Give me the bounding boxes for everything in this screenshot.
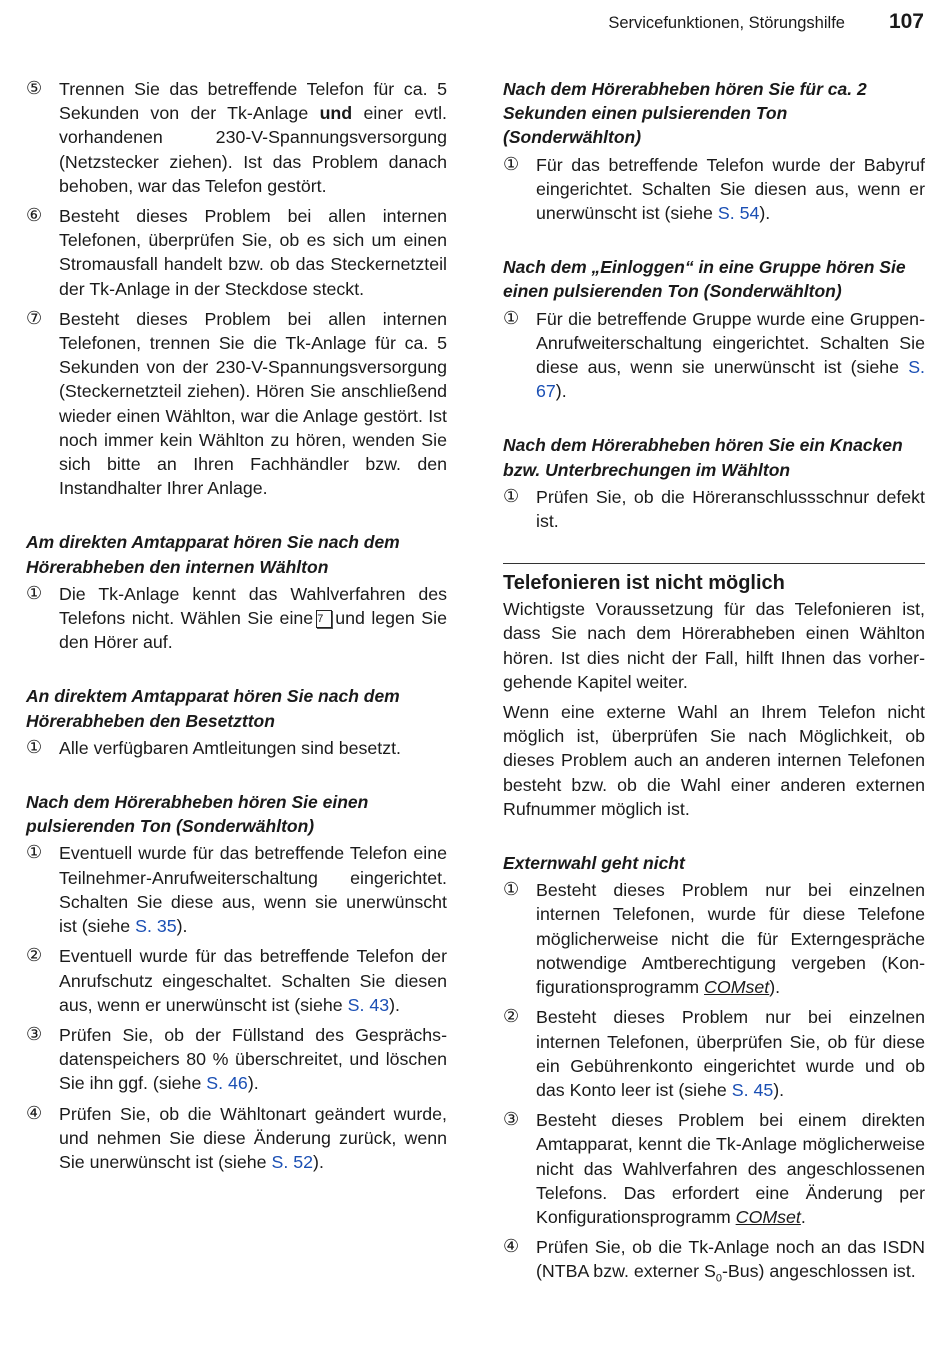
page-link[interactable]: S. 46 — [206, 1073, 248, 1094]
page-link[interactable]: S. 35 — [135, 916, 177, 937]
page-header — [608, 10, 924, 34]
item-number: ② — [26, 945, 43, 966]
page-link[interactable]: S. 43 — [347, 994, 390, 1015]
page-number: 107 — [888, 10, 924, 33]
list-item: ③ Prüfen Sie, ob der Füllstand des Gesprächsdatenspeichers 80 % überschreitet, und löschen Sie ihn ggf. (siehe S. 46). — [26, 1023, 447, 1094]
page-link[interactable]: S. 52 — [271, 1151, 314, 1172]
page-link[interactable]: S. 54 — [717, 203, 760, 224]
list-item: ① Für die betreffende Gruppe wurde eine Gruppen-Anrufweiterschaltung eingerichtet. Schalten Sie diese aus, wenn sie unerwünscht ist (siehe S. 67). — [503, 307, 925, 402]
list-item: ④ Prüfen Sie, ob die Wähltonart geändert wurde, und nehmen Sie diese Änderung zurück, wenn Sie unerwünscht ist (siehe S. 52). — [26, 1102, 447, 1172]
section-heading: Nach dem „Einloggen“ in eine Gruppe hören Sie einen pulsierenden Ton (Sonderwählton) — [503, 257, 906, 302]
paragraph: Wenn eine externe Wahl an Ihrem Telefon nicht möglich ist, überprüfen Sie nach Möglichkeit, ob dieses Problem auch an anderen internen Telefonen besteht bzw. ob die Wahl einer anderen externen Rufnummer möglich ist. — [503, 702, 925, 819]
section-heading: Am direkten Amtapparat hören Sie nach dem Hörerabheben den internen Wählton — [26, 532, 400, 577]
left-column — [26, 77, 447, 1180]
running-title: Servicefunktionen, Störungshilfe — [608, 14, 845, 32]
item-number: ④ — [26, 1102, 43, 1123]
section-heading: Externwahl geht nicht — [503, 853, 685, 874]
item-number: ① — [503, 879, 520, 900]
item-text: Alle verfügbaren Amtleitungen sind besetzt. — [59, 737, 402, 758]
list-item — [26, 736, 447, 760]
section-heading: Nach dem Hörerabheben hören Sie einen pulsierenden Ton (Sonderwählton) — [26, 792, 369, 837]
item-text: Besteht dieses Problem bei allen internen Telefonen, trennen Sie die Tk-Anlage für ca. 5 Sekunden von der 230-V-Spannungsversorgung (Steckernetzteil ziehen). Hören Sie anschließend wieder einen Wählton, war die Anlage gestört. Ist noch immer kein Wählton zu hören, wenden Sie sich bitte an Ihren Fachhändler bzw. den Instandhalter Ihrer Anlage. — [59, 308, 447, 499]
section-divider — [503, 563, 925, 564]
item-number: ① — [503, 153, 520, 174]
page-link[interactable]: S. 45 — [731, 1079, 774, 1100]
item-number: ⑤ — [26, 78, 43, 98]
list-item: ⑤ Trennen Sie das betreffende Telefon für ca. 5 Sekunden von der Tk-Anlage und einer evtl. vorhandenen 230-V-Spannungsversorgung (Netzstecker ziehen). Ist das Problem danach behoben, war das Telefon gestört. — [26, 78, 447, 196]
item-number: ① — [503, 485, 520, 506]
list-item: ① Die Tk-Anlage kennt das Wahlverfahren des Telefons nicht. Wählen Sie eine 7 und legen Sie den Hörer auf. — [26, 582, 447, 653]
list-item: ① Eventuell wurde für das betreffende Telefon eine Teilnehmer-Anrufweiterschaltung eingerichtet. Schalten Sie diese aus, wenn sie unerwünscht ist (siehe S. 35). — [26, 842, 447, 937]
program-name: COMset — [704, 977, 770, 998]
item-number: ⑦ — [26, 307, 43, 328]
main-heading: Telefonieren ist nicht möglich — [503, 572, 785, 595]
item-number: ④ — [503, 1236, 520, 1257]
list-item — [26, 204, 447, 301]
section-heading: An direktem Amtapparat hören Sie nach dem Hörerabheben den Besetztton — [26, 686, 400, 731]
item-text: Prüfen Sie, ob die Höreranschlussschnur defekt ist. — [536, 486, 925, 532]
list-item — [503, 485, 925, 533]
list-item: ④ Prüfen Sie, ob die Tk-Anlage noch an das ISDN (NTBA bzw. externer $S_0-Bus$) angeschlossen ist. — [503, 1235, 925, 1291]
item-number: ① — [26, 582, 43, 603]
list-item — [26, 307, 447, 501]
item-number: ① — [26, 842, 43, 863]
section-heading: Nach dem Hörerabheben hören Sie für ca. 2 Sekunden einen pulsierenden Ton (Sonderwählton) — [503, 79, 867, 148]
list-item: ② Besteht dieses Problem nur bei einzelnen internen Telefonen, überprüfen Sie, ob für diese ein Gebührenkonto eingerichtet wurde und ob das Konto leer ist (siehe S. 45). — [503, 1006, 925, 1100]
item-number: ② — [503, 1006, 520, 1027]
paragraph: Wichtigste Voraussetzung für das Telefonieren ist, dass Sie nach dem Hörerabheben einen Wählton hören. Ist dies nicht der Fall, hilft Ihnen das vorhergehende Kapitel weiter. — [503, 599, 925, 692]
list-item: ② Eventuell wurde für das betreffende Telefon der Anrufschutz eingeschaltet. Schalten Sie diesen aus, wenn er unerwünscht ist (siehe S. 43). — [26, 945, 447, 1015]
item-number: ③ — [503, 1109, 520, 1130]
section-heading: Nach dem Hörerabheben hören Sie ein Knacken bzw. Unterbrechungen im Wählton — [503, 435, 903, 480]
item-number: ⑥ — [26, 205, 43, 226]
item-number: ① — [503, 307, 520, 328]
list-item: ③ Besteht dieses Problem bei einem direkten Amtapparat, kennt die Tk-Anlage möglicherweise nicht das Wahlverfahren des angeschlossenen Telefons. Das erfordert eine Änderung per Konfigurationsprogramm COMset. — [503, 1109, 925, 1227]
list-item: ① Besteht dieses Problem nur bei einzelnen internen Telefonen, wurde für diese Telefone möglicherweise nicht die für Externgespräche notwendige Amtberechtigung vergeben (Konfigurationsprogramm COMset). — [503, 879, 925, 998]
key-7-icon: 7 — [316, 610, 332, 628]
list-item: ① Für das betreffende Telefon wurde der Babyruf eingerichtet. Schalten Sie diesen aus, wenn er unerwünscht ist (siehe S. 54). — [503, 153, 925, 224]
page-link[interactable]: S. 67 — [536, 357, 925, 402]
item-text: Besteht dieses Problem bei allen internen Telefonen, überprüfen Sie, ob es sich um einen Stromausfall handelt bzw. ob das Steckernetzteil der Tk-Anlage in der Steckdose steckt. — [59, 206, 447, 299]
program-name: COMset — [735, 1206, 801, 1227]
item-number: ① — [26, 736, 43, 757]
item-number: ③ — [26, 1023, 43, 1044]
right-column — [503, 77, 925, 1297]
